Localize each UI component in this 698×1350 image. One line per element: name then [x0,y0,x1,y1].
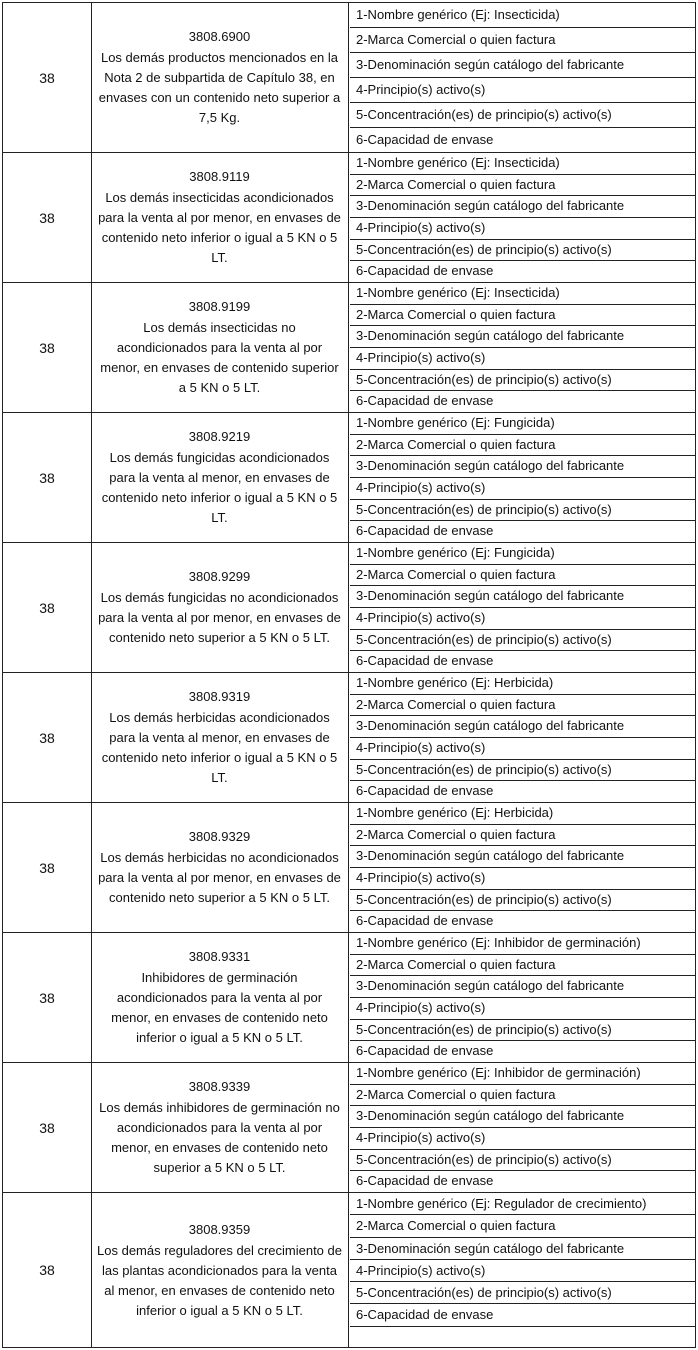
fields-cell [350,283,695,412]
chapter-cell: 38 [3,673,92,802]
field-row: 5-Concentración(es) de principio(s) activo(s) [350,1020,695,1042]
field-row: 1-Nombre genérico (Ej: Fungicida) [350,543,695,565]
chapter-cell: 38 [3,413,92,542]
tariff-code: 3808.9319 [188,689,251,704]
fields-cell [350,1063,695,1192]
field-row: 5-Concentración(es) de principio(s) activo(s) [350,890,695,912]
field-row: 4-Principio(s) activo(s) [350,608,695,630]
field-row: 3-Denominación según catálogo del fabricante [350,1238,695,1260]
description-cell [91,673,349,802]
tariff-code: 3808.9331 [188,949,251,964]
field-row: 2-Marca Comercial o quien factura [350,955,695,977]
table-entry [2,282,696,412]
fields-cell [350,933,695,1062]
field-row: 6-Capacidad de envase [356,1173,494,1189]
field-row: 4-Principio(s) activo(s) [350,738,695,760]
field-row: 2-Marca Comercial o quien factura [350,28,695,53]
field-row: 2-Marca Comercial o quien factura [350,1085,695,1107]
field-row: 1-Nombre genérico (Ej: Regulador de crecimiento) [350,1193,695,1215]
chapter-cell: 38 [3,3,92,152]
chapter-cell: 38 [3,933,92,1062]
field-row: 2-Marca Comercial o quien factura [350,435,695,457]
field-row: 4-Principio(s) activo(s) [350,868,695,890]
field-row: 6-Capacidad de envase [356,783,494,799]
field-row: 2-Marca Comercial o quien factura [350,175,695,197]
field-row: 3-Denominación según catálogo del fabricante [350,846,695,868]
tariff-code: 3808.9199 [188,299,251,314]
field-row: 4-Principio(s) activo(s) [350,78,695,103]
field-row: 6-Capacidad de envase [356,132,494,147]
field-row: 4-Principio(s) activo(s) [350,998,695,1020]
field-row: 6-Capacidad de envase [356,653,494,669]
description-cell [91,543,349,672]
tariff-code: 3808.6900 [188,29,251,44]
tariff-code: 3808.9339 [188,1079,251,1094]
table-entry [2,1062,696,1192]
description-cell [91,283,349,412]
field-row: 3-Denominación según catálogo del fabricante [350,976,695,998]
field-row: 2-Marca Comercial o quien factura [350,695,695,717]
table-entry [2,412,696,542]
field-row: 2-Marca Comercial o quien factura [350,565,695,587]
field-row: 5-Concentración(es) de principio(s) activo(s) [350,1282,695,1304]
table-entry [2,672,696,802]
fields-cell [350,413,695,542]
tariff-description: Los demás reguladores del crecimiento de las plantas acondicionados para la venta al menor, en envases de contenido neto inferior o igual a 5 KN o 5 LT. [97,1242,342,1318]
chapter-cell: 38 [3,803,92,932]
field-row: 4-Principio(s) activo(s) [350,1128,695,1150]
tariff-description: Inhibidores de germinación acondicionados para la venta al por menor, en envases de contenido neto inferior o igual a 5 KN o 5 LT. [111,970,328,1045]
chapter-cell: 38 [3,1063,92,1192]
fields-cell [350,153,695,282]
field-row: 1-Nombre genérico (Ej: Insecticida) [350,283,695,305]
field-row: 5-Concentración(es) de principio(s) activo(s) [350,240,695,262]
description-cell [91,803,349,932]
tariff-code: 3808.9119 [189,169,250,184]
chapter-cell: 38 [3,153,92,282]
fields-cell [350,803,695,932]
field-row: 3-Denominación según catálogo del fabricante [350,586,695,608]
field-row: 2-Marca Comercial o quien factura [350,1215,695,1237]
tariff-code: 3808.9219 [188,429,251,444]
field-row: 5-Concentración(es) de principio(s) activo(s) [350,1150,695,1172]
field-row: 1-Nombre genérico (Ej: Inhibidor de germinación) [350,1063,695,1085]
field-row: 6-Capacidad de envase [356,523,494,539]
field-row: 2-Marca Comercial o quien factura [350,305,695,327]
table-entry [2,2,696,152]
field-row: 6-Capacidad de envase [350,1304,695,1326]
tariff-description: Los demás herbicidas acondicionados para la venta al menor, en envases de contenido neto inferior o igual a 5 KN o 5 LT. [101,710,338,785]
field-row: 4-Principio(s) activo(s) [350,348,695,370]
field-row: 1-Nombre genérico (Ej: Insecticida) [350,3,695,28]
table-entry [2,932,696,1062]
description-cell [91,1193,349,1347]
field-row: 6-Capacidad de envase [356,913,494,929]
description-cell [91,3,349,152]
description-cell [91,413,349,542]
table-entry [2,802,696,932]
tariff-description: Los demás fungicidas acondicionados para la venta al menor, en envases de contenido neto inferior o igual a 5 KN o 5 LT. [101,450,338,525]
field-row: 3-Denominación según catálogo del fabricante [350,716,695,738]
field-row: 5-Concentración(es) de principio(s) activo(s) [350,103,695,128]
field-row: 1-Nombre genérico (Ej: Insecticida) [350,153,695,175]
fields-cell [350,673,695,802]
field-row: 6-Capacidad de envase [356,1043,494,1059]
field-row: 1-Nombre genérico (Ej: Fungicida) [350,413,695,435]
field-row: 5-Concentración(es) de principio(s) activo(s) [350,630,695,652]
field-row: 3-Denominación según catálogo del fabricante [350,326,695,348]
fields-cell [350,543,695,672]
chapter-cell: 38 [3,1193,92,1347]
tariff-code: 3808.9329 [188,829,251,844]
tariff-description: Los demás productos mencionados en la Nota 2 de subpartida de Capítulo 38, en envases con un contenido neto superior a 7,5 Kg. [98,50,341,125]
tariff-description: Los demás herbicidas no acondicionados para la venta al por menor, en envases de contenido neto superior a 5 KN o 5 LT. [98,850,341,905]
field-row: 6-Capacidad de envase [356,393,494,409]
tariff-description: Los demás fungicidas no acondicionados para la venta al por menor, en envases de contenido neto superior a 5 KN o 5 LT. [98,590,341,645]
field-row: 5-Concentración(es) de principio(s) activo(s) [350,500,695,522]
field-row: 3-Denominación según catálogo del fabricante [350,456,695,478]
table-entry [2,152,696,282]
table-entry [2,542,696,672]
tariff-code: 3808.9299 [188,569,251,584]
field-row: 4-Principio(s) activo(s) [350,1260,695,1282]
field-row: 5-Concentración(es) de principio(s) activo(s) [350,370,695,392]
field-row: 3-Denominación según catálogo del fabricante [350,196,695,218]
field-row: 1-Nombre genérico (Ej: Inhibidor de germinación) [350,933,695,955]
field-row: 4-Principio(s) activo(s) [350,218,695,240]
field-row: 1-Nombre genérico (Ej: Herbicida) [350,673,695,695]
tariff-description: Los demás insecticidas acondicionados para la venta al por menor, en envases de contenido neto inferior o igual a 5 KN o 5 LT. [98,190,341,265]
field-row: 2-Marca Comercial o quien factura [350,825,695,847]
description-cell [91,153,349,282]
field-row: 4-Principio(s) activo(s) [350,478,695,500]
field-row [350,1327,695,1348]
tariff-description: Los demás insecticidas no acondicionados para la venta al por menor, en envases de contenido superior a 5 KN o 5 LT. [100,320,339,395]
tariff-code: 3808.9359 [188,1221,251,1237]
chapter-cell: 38 [3,283,92,412]
chapter-cell: 38 [3,543,92,672]
description-cell [91,933,349,1062]
field-row: 6-Capacidad de envase [356,263,494,279]
field-row: 5-Concentración(es) de principio(s) activo(s) [350,760,695,782]
description-cell [91,1063,349,1192]
field-row: 1-Nombre genérico (Ej: Herbicida) [350,803,695,825]
tariff-description: Los demás inhibidores de germinación no acondicionados para la venta al por menor, en envases de contenido neto superior a 5 KN o 5 LT. [99,1100,340,1175]
fields-cell [350,3,695,152]
fields-cell [350,1193,695,1347]
field-row: 3-Denominación según catálogo del fabricante [350,1106,695,1128]
table-entry [2,1192,696,1348]
field-row: 3-Denominación según catálogo del fabricante [350,53,695,78]
